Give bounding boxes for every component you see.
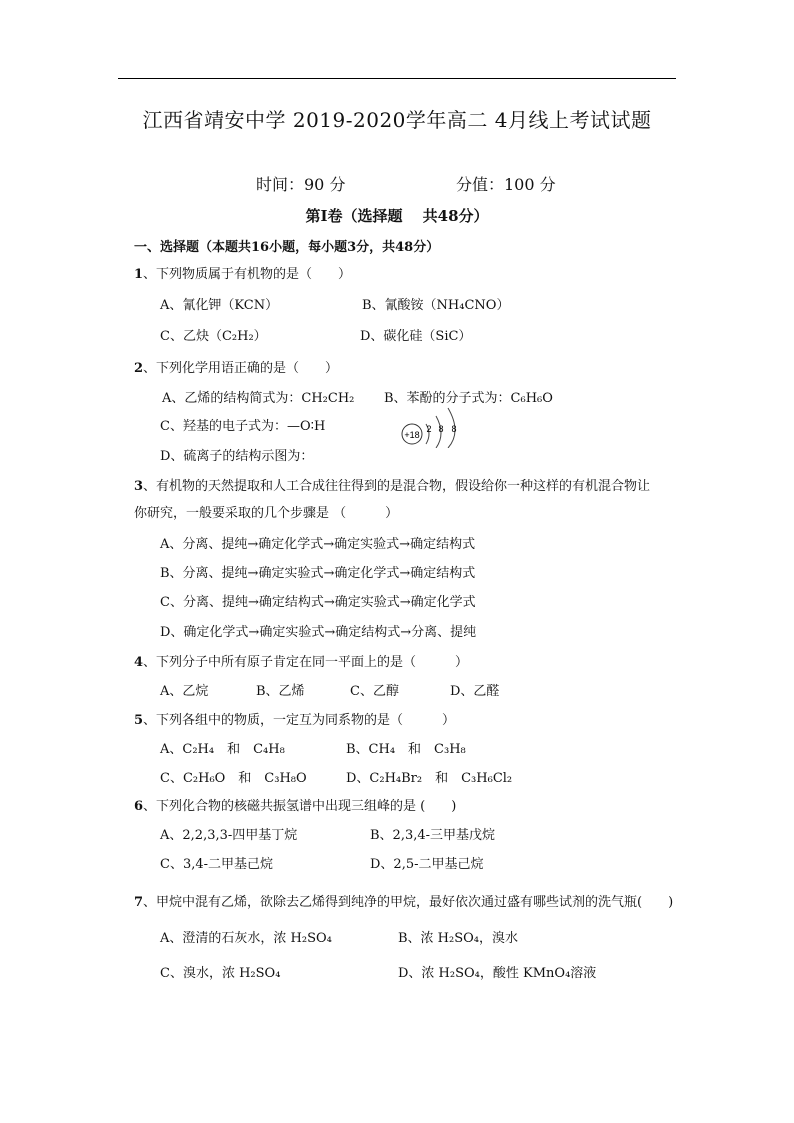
question-stem: 、有机物的天然提取和人工合成往往得到的是混合物，假设给你一种这样的有机混合物让 bbox=[143, 479, 651, 494]
question-number: 7 bbox=[134, 895, 144, 910]
question-stem: 、下列化学用语正确的是（ ） bbox=[143, 361, 339, 376]
q1-option-b: B、氰酸铵（NH₄CNO） bbox=[362, 298, 510, 313]
q5-option-d: D、C₂H₄Br₂ 和 C₃H₆Cl₂ bbox=[346, 771, 513, 786]
q6-option-b: B、2,3,4-三甲基戊烷 bbox=[370, 828, 496, 843]
question-number: 1 bbox=[134, 267, 144, 282]
shell-1-electrons: 2 bbox=[426, 424, 432, 434]
q7-option-c: C、溴水，浓 H₂SO₄ bbox=[160, 966, 281, 981]
question-number: 3 bbox=[134, 479, 144, 494]
q3-option-a: A、分离、提纯→确定化学式→确定实验式→确定结构式 bbox=[160, 537, 476, 552]
q4-option-d: D、乙醛 bbox=[450, 684, 500, 699]
question-stem: 、下列分子中所有原子肯定在同一平面上的是（ ） bbox=[143, 655, 469, 670]
q2-option-c: C、羟基的电子式为：—O∶H bbox=[160, 419, 326, 434]
question-stem: 、下列化合物的核磁共振氢谱中出现三组峰的是 ( ) bbox=[143, 799, 457, 814]
q3-option-b: B、分离、提纯→确定实验式→确定化学式→确定结构式 bbox=[160, 566, 476, 581]
exam-title: 江西省靖安中学 2019-2020学年高二 4月线上考试试题 bbox=[142, 108, 652, 132]
shell-3-electrons: 8 bbox=[451, 424, 457, 434]
exam-score: 分值：100 分 bbox=[456, 175, 556, 194]
exam-time: 时间：90 分 bbox=[256, 175, 346, 194]
question-5 bbox=[134, 709, 455, 728]
question-number: 4 bbox=[134, 655, 144, 670]
question-3-stem-continued: 你研究，一般要采取的几个步骤是 （ ） bbox=[134, 506, 399, 521]
question-2 bbox=[134, 357, 338, 376]
question-3 bbox=[134, 475, 650, 494]
q1-option-a: A、氰化钾（KCN） bbox=[160, 298, 279, 313]
q2-option-b: B、苯酚的分子式为：C₆H₆O bbox=[384, 391, 553, 406]
question-7 bbox=[134, 891, 673, 910]
q7-option-b: B、浓 H₂SO₄，溴水 bbox=[398, 931, 519, 946]
q5-option-c: C、C₂H₆O 和 C₃H₈O bbox=[160, 771, 307, 786]
q1-option-d: D、碳化硅（SiC） bbox=[360, 329, 472, 344]
nucleus-charge: +18 bbox=[404, 430, 420, 440]
q7-option-d: D、浓 H₂SO₄，酸性 KMnO₄溶液 bbox=[398, 966, 597, 981]
part-heading: 一、选择题（本题共16小题，每小题3分，共48分） bbox=[134, 240, 440, 255]
q6-option-a: A、2,2,3,3-四甲基丁烷 bbox=[160, 828, 298, 843]
question-4 bbox=[134, 651, 468, 670]
q4-option-a: A、乙烷 bbox=[160, 684, 209, 699]
shell-2-electrons: 8 bbox=[438, 424, 444, 434]
q3-option-d: D、确定化学式→确定实验式→确定结构式→分离、提纯 bbox=[160, 625, 477, 640]
section-heading: 第Ⅰ卷（选择题 共48分） bbox=[305, 207, 489, 225]
q5-option-b: B、CH₄ 和 C₃H₈ bbox=[346, 742, 466, 757]
question-number: 2 bbox=[134, 361, 144, 376]
question-6 bbox=[134, 795, 456, 814]
question-number: 6 bbox=[134, 799, 144, 814]
q5-option-a: A、C₂H₄ 和 C₄H₈ bbox=[160, 742, 285, 757]
question-stem: 、下列物质属于有机物的是（ ） bbox=[143, 267, 352, 282]
q7-option-a: A、澄清的石灰水，浓 H₂SO₄ bbox=[160, 931, 332, 946]
q6-option-d: D、2,5-二甲基己烷 bbox=[370, 857, 484, 872]
q4-option-b: B、乙烯 bbox=[256, 684, 305, 699]
question-stem: 、甲烷中混有乙烯，欲除去乙烯得到纯净的甲烷，最好依次通过盛有哪些试剂的洗气瓶( ) bbox=[143, 895, 674, 910]
q1-option-c: C、乙炔（C₂H₂） bbox=[160, 329, 267, 344]
q6-option-c: C、3,4-二甲基己烷 bbox=[160, 857, 274, 872]
question-stem: 、下列各组中的物质，一定互为同系物的是（ ） bbox=[143, 713, 456, 728]
q4-option-c: C、乙醇 bbox=[350, 684, 399, 699]
q2-option-a: A、乙烯的结构简式为：CH₂CH₂ bbox=[162, 391, 355, 406]
q2-option-d: D、硫离子的结构示图为： bbox=[160, 449, 314, 464]
header-rule bbox=[118, 78, 676, 79]
sulfide-ion-structure-diagram bbox=[396, 402, 476, 448]
question-1 bbox=[134, 263, 351, 282]
question-number: 5 bbox=[134, 713, 144, 728]
q3-option-c: C、分离、提纯→确定结构式→确定实验式→确定化学式 bbox=[160, 595, 476, 610]
